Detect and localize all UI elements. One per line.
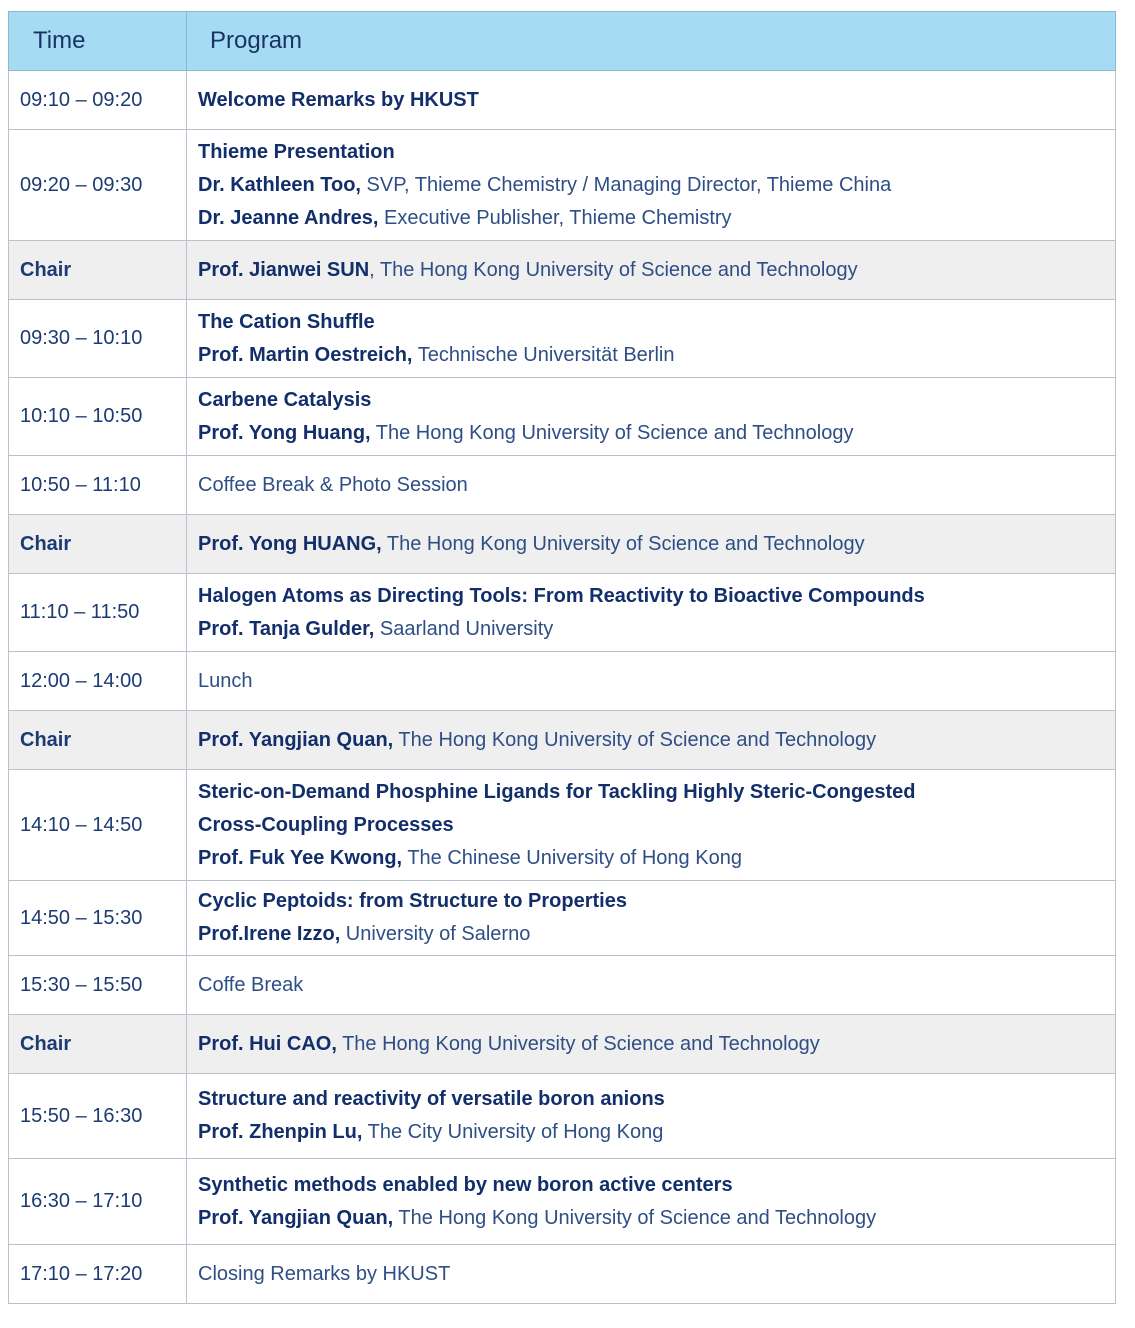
time-cell: 09:20 – 09:30 <box>9 130 187 241</box>
speaker-affiliation: The Hong Kong University of Science and Technology <box>381 532 865 555</box>
time-cell: 10:50 – 11:10 <box>9 456 187 515</box>
speaker-affiliation: Technische Universität Berlin <box>412 343 675 366</box>
program-cell <box>187 456 1116 515</box>
table-row <box>9 71 1116 130</box>
program-table <box>8 11 1116 1304</box>
chair-label: Chair <box>9 1015 187 1074</box>
table-row <box>9 770 1116 881</box>
session-title: Carbene Catalysis <box>198 388 372 411</box>
time-cell: 14:10 – 14:50 <box>9 770 187 881</box>
speaker-name: Prof. Tanja Gulder, <box>198 617 375 640</box>
speaker-name: Prof. Hui CAO, <box>198 1032 337 1055</box>
program-cell <box>187 1159 1116 1245</box>
table-row <box>9 956 1116 1015</box>
session-title: Steric-on-Demand Phosphine Ligands for Tackling Highly Steric-Congested <box>198 780 916 803</box>
speaker-affiliation: The Hong Kong University of Science and Technology <box>336 1032 820 1055</box>
session-text: Coffe Break <box>198 973 304 996</box>
time-cell: 17:10 – 17:20 <box>9 1245 187 1304</box>
speaker-affiliation: The Chinese University of Hong Kong <box>402 846 742 869</box>
session-title: The Cation Shuffle <box>198 310 375 333</box>
program-cell <box>187 1245 1116 1304</box>
chair-row <box>9 1015 1116 1074</box>
program-cell <box>187 241 1116 300</box>
speaker-line <box>198 417 1104 450</box>
program-column-header: Program <box>187 12 1116 71</box>
table-row <box>9 1245 1116 1304</box>
speaker-name: Prof. Yong Huang, <box>198 421 371 444</box>
program-cell <box>187 881 1116 956</box>
speaker-line <box>198 1116 1104 1149</box>
session-text: Closing Remarks by HKUST <box>198 1262 451 1285</box>
session-title: Structure and reactivity of versatile boron anions <box>198 1088 665 1110</box>
table-row <box>9 130 1116 241</box>
speaker-name: Prof.Irene Izzo, <box>198 923 341 945</box>
speaker-line <box>198 724 1104 757</box>
chair-row <box>9 711 1116 770</box>
time-cell: 11:10 – 11:50 <box>9 574 187 652</box>
time-cell: 12:00 – 14:00 <box>9 652 187 711</box>
time-cell: 14:50 – 15:30 <box>9 881 187 956</box>
speaker-line <box>198 842 1104 875</box>
speaker-name: Prof. Zhenpin Lu, <box>198 1121 363 1143</box>
program-cell <box>187 130 1116 241</box>
speaker-name: Prof. Fuk Yee Kwong, <box>198 846 403 869</box>
program-cell <box>187 711 1116 770</box>
program-cell <box>187 515 1116 574</box>
speaker-affiliation: Executive Publisher, Thieme Chemistry <box>378 206 732 229</box>
program-cell <box>187 1015 1116 1074</box>
session-text: Lunch <box>198 669 253 692</box>
time-cell: 16:30 – 17:10 <box>9 1159 187 1245</box>
speaker-affiliation: The Hong Kong University of Science and Technology <box>370 421 854 444</box>
table-row <box>9 300 1116 378</box>
session-title: Halogen Atoms as Directing Tools: From Reactivity to Bioactive Compounds <box>198 584 925 607</box>
chair-row <box>9 515 1116 574</box>
speaker-line <box>198 528 1104 561</box>
time-column-header: Time <box>9 12 187 71</box>
speaker-name: Prof. Yong HUANG, <box>198 532 382 555</box>
speaker-name: Dr. Kathleen Too, <box>198 173 361 196</box>
table-row <box>9 574 1116 652</box>
program-cell <box>187 574 1116 652</box>
time-cell: 10:10 – 10:50 <box>9 378 187 456</box>
time-cell: 15:30 – 15:50 <box>9 956 187 1015</box>
table-row <box>9 1159 1116 1245</box>
table-row <box>9 881 1116 956</box>
speaker-line <box>198 339 1104 372</box>
chair-label: Chair <box>9 711 187 770</box>
program-cell <box>187 300 1116 378</box>
speaker-name: Prof. Yangjian Quan, <box>198 728 394 751</box>
speaker-name: Prof. Yangjian Quan, <box>198 1206 394 1229</box>
speaker-line <box>198 254 1104 287</box>
program-cell <box>187 1074 1116 1159</box>
speaker-name: Prof. Jianwei SUN <box>198 258 370 281</box>
speaker-affiliation: SVP, Thieme Chemistry / Managing Director, Thieme China <box>360 173 892 196</box>
speaker-name: Dr. Jeanne Andres, <box>198 206 379 229</box>
speaker-line <box>198 202 1104 235</box>
time-cell: 09:30 – 10:10 <box>9 300 187 378</box>
program-cell <box>187 378 1116 456</box>
program-cell <box>187 956 1116 1015</box>
speaker-affiliation: The City University of Hong Kong <box>362 1121 664 1143</box>
program-cell <box>187 71 1116 130</box>
table-row <box>9 456 1116 515</box>
program-cell <box>187 652 1116 711</box>
speaker-affiliation: University of Salerno <box>340 923 531 945</box>
chair-label: Chair <box>9 241 187 300</box>
chair-row <box>9 241 1116 300</box>
session-title: Thieme Presentation <box>198 140 395 163</box>
table-row <box>9 652 1116 711</box>
session-title: Cyclic Peptoids: from Structure to Properties <box>198 890 627 912</box>
speaker-name: Prof. Martin Oestreich, <box>198 343 413 366</box>
chair-label: Chair <box>9 515 187 574</box>
table-row <box>9 1074 1116 1159</box>
speaker-affiliation: The Hong Kong University of Science and Technology <box>393 728 877 751</box>
speaker-affiliation: , The Hong Kong University of Science and Technology <box>369 258 858 281</box>
speaker-line <box>198 613 1104 646</box>
speaker-line <box>198 1028 1104 1061</box>
speaker-line <box>198 1202 1104 1235</box>
table-header <box>9 12 1116 71</box>
speaker-line <box>198 169 1104 202</box>
table-row <box>9 378 1116 456</box>
time-cell: 09:10 – 09:20 <box>9 71 187 130</box>
session-text: Coffee Break & Photo Session <box>198 473 468 496</box>
time-cell: 15:50 – 16:30 <box>9 1074 187 1159</box>
speaker-affiliation: Saarland University <box>374 617 554 640</box>
session-title: Synthetic methods enabled by new boron active centers <box>198 1173 733 1196</box>
session-title: Welcome Remarks by HKUST <box>198 88 479 111</box>
program-cell <box>187 770 1116 881</box>
speaker-line <box>198 918 1104 951</box>
session-title-continued: Cross-Coupling Processes <box>198 813 454 836</box>
speaker-affiliation: The Hong Kong University of Science and Technology <box>393 1206 877 1229</box>
